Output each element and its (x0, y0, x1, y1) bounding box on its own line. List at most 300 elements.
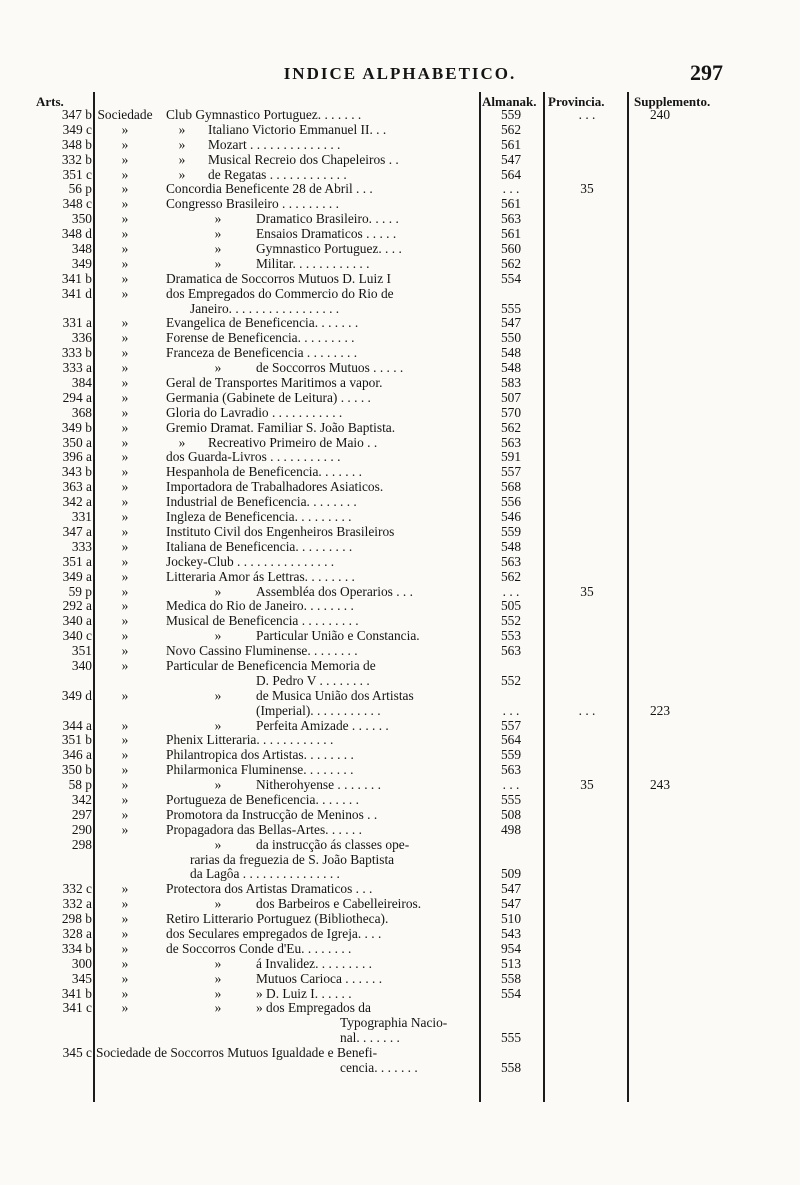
almanak-page: 507 (500, 390, 522, 405)
entry-name: Germania (Gabinete de Leitura) . . . . . (166, 390, 371, 405)
entry-name: Typographia Nacio- (340, 1016, 448, 1031)
ditto-mark: » (121, 197, 129, 212)
ditto-mark: » (214, 971, 222, 986)
ditto-mark: » (121, 539, 129, 554)
almanak-page: 548 (500, 539, 522, 554)
article-ref: 351 c (62, 167, 92, 182)
index-entry (0, 242, 800, 257)
ditto-mark: » (121, 390, 129, 405)
entry-name: » D. Luiz I. . . . . . (256, 986, 352, 1001)
almanak-page: 562 (500, 420, 522, 435)
article-ref: 348 d (61, 227, 92, 242)
almanak-page: 559 (500, 108, 522, 122)
article-ref: 348 (71, 242, 92, 257)
entry-name: Ingleza de Beneficencia. . . . . . . . . (166, 510, 352, 525)
ditto-mark: » (178, 152, 186, 167)
index-entry (0, 763, 800, 778)
index-entry (0, 927, 800, 942)
ditto-mark: » (121, 912, 129, 927)
entry-name: dos Barbeiros e Cabelleireiros. (256, 897, 422, 912)
article-ref: 345 c (62, 1046, 92, 1061)
index-entry (0, 823, 800, 838)
almanak-page: 564 (500, 733, 522, 748)
almanak-page: . . . (502, 182, 520, 197)
ditto-mark: » (214, 897, 222, 912)
article-ref: 347 b (61, 108, 92, 122)
ditto-mark: » (121, 495, 129, 510)
index-entry (0, 585, 800, 600)
index-entry (0, 808, 800, 823)
ditto-mark: » (121, 122, 129, 137)
almanak-page: 563 (500, 554, 522, 569)
article-ref: 341 b (61, 986, 92, 1001)
article-ref: 350 a (62, 435, 92, 450)
provincia-page: 35 (580, 182, 594, 197)
article-ref: 333 (71, 539, 92, 554)
index-entry (0, 1031, 800, 1046)
almanak-page: 509 (500, 867, 522, 882)
entry-name: Industrial de Beneficencia. . . . . . . . (166, 495, 357, 510)
article-ref: 341 c (62, 1001, 92, 1016)
index-entry (0, 629, 800, 644)
article-ref: 59 p (68, 584, 92, 599)
ditto-mark: » (121, 986, 129, 1001)
ditto-mark: » (121, 926, 129, 941)
entry-name: da Lagôa . . . . . . . . . . . . . . . (190, 867, 340, 882)
entry-prefix: Sociedade (97, 108, 153, 122)
supplemento-page: 243 (649, 778, 671, 793)
article-ref: 368 (71, 405, 92, 420)
almanak-page: 563 (500, 644, 522, 659)
index-entry (0, 436, 800, 451)
almanak-page: 552 (500, 614, 522, 629)
index-entry (0, 287, 800, 302)
entry-name: Particular União e Constancia. (256, 629, 420, 644)
ditto-mark: » (121, 331, 129, 346)
almanak-page: 554 (500, 986, 522, 1001)
index-entry (0, 391, 800, 406)
article-ref: 348 c (62, 197, 92, 212)
entry-name: Italiana de Beneficencia. . . . . . . . . (166, 539, 353, 554)
article-ref: 331 a (62, 316, 92, 331)
ditto-mark: » (121, 524, 129, 539)
index-entry (0, 272, 800, 287)
provincia-page: 35 (580, 584, 594, 599)
index-entry (0, 227, 800, 242)
almanak-page: 548 (500, 346, 522, 361)
supplemento-page: 240 (649, 108, 671, 122)
almanak-page: 510 (500, 912, 522, 927)
entry-name: D. Pedro V . . . . . . . . (256, 673, 370, 688)
index-entry (0, 704, 800, 719)
entry-name: Nitherohyense . . . . . . . (256, 778, 381, 793)
almanak-page: 548 (500, 361, 522, 376)
entry-name: » dos Empregados da (256, 1001, 371, 1016)
article-ref: 343 b (61, 465, 92, 480)
almanak-page: . . . (502, 703, 520, 718)
almanak-page: 561 (500, 227, 522, 242)
page-title: INDICE ALPHABETICO. (283, 64, 517, 83)
ditto-mark: » (121, 271, 129, 286)
ditto-mark: » (214, 688, 222, 703)
article-ref: 292 a (62, 599, 92, 614)
entry-name: Protectora dos Artistas Dramaticos . . . (166, 882, 373, 897)
almanak-page: 562 (500, 122, 522, 137)
article-ref: 384 (71, 376, 92, 391)
index-entry (0, 361, 800, 376)
entry-name: Medica do Rio de Janeiro. . . . . . . . (166, 599, 354, 614)
entry-name: dos Guarda-Livros . . . . . . . . . . . (166, 450, 341, 465)
almanak-page: 547 (500, 897, 522, 912)
article-ref: 333 b (61, 346, 92, 361)
ditto-mark: » (214, 956, 222, 971)
article-ref: 332 c (62, 882, 92, 897)
almanak-page: 547 (500, 152, 522, 167)
article-ref: 346 a (62, 748, 92, 763)
entry-name: Recreativo Primeiro de Maio . . (208, 435, 378, 450)
index-entries (0, 108, 800, 1076)
almanak-page: 547 (500, 882, 522, 897)
almanak-page: 570 (500, 405, 522, 420)
entry-name: Philarmonica Fluminense. . . . . . . . (166, 763, 354, 778)
index-entry (0, 942, 800, 957)
index-entry (0, 168, 800, 183)
index-entry (0, 182, 800, 197)
ditto-mark: » (121, 614, 129, 629)
almanak-page: 583 (500, 376, 522, 391)
almanak-page: 568 (500, 480, 522, 495)
almanak-page: 564 (500, 167, 522, 182)
ditto-mark: » (121, 376, 129, 391)
entry-name: Perfeita Amizade . . . . . . (256, 718, 389, 733)
ditto-mark: » (121, 316, 129, 331)
entry-name: Evangelica de Beneficencia. . . . . . . (166, 316, 359, 331)
column-header-almanak: Almanak. (482, 94, 537, 109)
entry-name: Janeiro. . . . . . . . . . . . . . . . . (190, 301, 340, 316)
index-entry (0, 153, 800, 168)
ditto-mark: » (121, 152, 129, 167)
ditto-mark: » (121, 167, 129, 182)
article-ref: 349 d (61, 688, 92, 703)
article-ref: 328 a (62, 926, 92, 941)
ditto-mark: » (214, 629, 222, 644)
article-ref: 298 (71, 837, 92, 852)
entry-name: Geral de Transportes Maritimos a vapor. (166, 376, 383, 391)
index-entry (0, 674, 800, 689)
article-ref: 345 (71, 971, 92, 986)
almanak-page: 552 (500, 673, 522, 688)
ditto-mark: » (178, 435, 186, 450)
ditto-mark: » (214, 212, 222, 227)
almanak-page: 561 (500, 137, 522, 152)
ditto-mark: » (214, 778, 222, 793)
index-entry (0, 957, 800, 972)
entry-name: Assembléa dos Operarios . . . (256, 584, 413, 599)
index-entry (0, 867, 800, 882)
ditto-mark: » (121, 807, 129, 822)
ditto-mark: » (121, 763, 129, 778)
ditto-mark: » (178, 167, 186, 182)
index-entry (0, 689, 800, 704)
ditto-mark: » (121, 956, 129, 971)
index-entry (0, 1061, 800, 1076)
index-entry (0, 495, 800, 510)
article-ref: 363 a (62, 480, 92, 495)
ditto-mark: » (214, 1001, 222, 1016)
almanak-page: 547 (500, 316, 522, 331)
index-entry (0, 108, 800, 123)
almanak-page: 561 (500, 197, 522, 212)
ditto-mark: » (214, 584, 222, 599)
almanak-page: 557 (500, 465, 522, 480)
ditto-mark: » (121, 465, 129, 480)
almanak-page: 560 (500, 242, 522, 257)
ditto-mark: » (121, 718, 129, 733)
index-entry (0, 659, 800, 674)
entry-name: á Invalidez. . . . . . . . . (256, 956, 373, 971)
almanak-page: 555 (500, 792, 522, 807)
index-entry (0, 302, 800, 317)
article-ref: 341 b (61, 271, 92, 286)
entry-name: Sociedade de Soccorros Mutuos Igualdade e Benefi- (96, 1046, 378, 1061)
article-ref: 351 (71, 644, 92, 659)
provincia-page: 35 (580, 778, 594, 793)
ditto-mark: » (121, 554, 129, 569)
ditto-mark: » (121, 1001, 129, 1016)
ditto-mark: » (121, 346, 129, 361)
entry-name: Phenix Litteraria. . . . . . . . . . . . (166, 733, 334, 748)
index-entry (0, 733, 800, 748)
article-ref: 340 (71, 658, 92, 673)
ditto-mark: » (121, 792, 129, 807)
article-ref: 334 b (61, 941, 92, 956)
index-entry (0, 212, 800, 227)
entry-name: Club Gymnastico Portuguez. . . . . . . (166, 108, 362, 122)
index-entry (0, 853, 800, 868)
entry-name: Promotora da Instrucção de Meninos . . (166, 807, 378, 822)
page-number: 297 (690, 60, 723, 85)
entry-name: Novo Cassino Fluminense. . . . . . . . (166, 644, 358, 659)
almanak-page: 553 (500, 629, 522, 644)
entry-name: Musical de Beneficencia . . . . . . . . . (166, 614, 359, 629)
index-entry (0, 644, 800, 659)
ditto-mark: » (121, 748, 129, 763)
ditto-mark: » (214, 837, 222, 852)
ditto-mark: » (121, 405, 129, 420)
almanak-page: 555 (500, 301, 522, 316)
article-ref: 350 b (61, 763, 92, 778)
entry-name: Italiano Victorio Emmanuel II. . . (208, 122, 387, 137)
almanak-page: 508 (500, 807, 522, 822)
index-entry (0, 1016, 800, 1031)
ditto-mark: » (121, 882, 129, 897)
almanak-page: 557 (500, 718, 522, 733)
almanak-page: 559 (500, 748, 522, 763)
column-header-supplemento: Supplemento. (634, 94, 711, 109)
supplemento-page: 223 (649, 703, 671, 718)
article-ref: 344 a (62, 718, 92, 733)
article-ref: 347 a (62, 524, 92, 539)
entry-name: de Soccorros Conde d'Eu. . . . . . . . (166, 941, 352, 956)
index-entry (0, 138, 800, 153)
almanak-page: 505 (500, 599, 522, 614)
index-entry (0, 1001, 800, 1016)
index-entry (0, 450, 800, 465)
ditto-mark: » (121, 137, 129, 152)
almanak-page: 555 (500, 1031, 522, 1046)
entry-name: de Regatas . . . . . . . . . . . . (208, 167, 347, 182)
almanak-page: 954 (500, 941, 522, 956)
ditto-mark: » (214, 227, 222, 242)
ditto-mark: » (178, 137, 186, 152)
ditto-mark: » (214, 256, 222, 271)
article-ref: 349 b (61, 420, 92, 435)
article-ref: 336 (71, 331, 92, 346)
ditto-mark: » (121, 420, 129, 435)
index-entry (0, 510, 800, 525)
article-ref: 348 b (61, 137, 92, 152)
ditto-mark: » (121, 435, 129, 450)
ditto-mark: » (214, 986, 222, 1001)
entry-name: Importadora de Trabalhadores Asiaticos. (166, 480, 384, 495)
ditto-mark: » (121, 286, 129, 301)
almanak-page: 554 (500, 271, 522, 286)
ditto-mark: » (121, 256, 129, 271)
index-entry (0, 421, 800, 436)
entry-name: Retiro Litterario Portuguez (Bibliotheca). (166, 912, 389, 927)
entry-name: Musical Recreio dos Chapeleiros . . (208, 152, 399, 167)
entry-name: da instrucção ás classes ope- (256, 837, 410, 852)
almanak-page: 559 (500, 524, 522, 539)
almanak-page: 563 (500, 435, 522, 450)
article-ref: 297 (71, 807, 92, 822)
article-ref: 294 a (62, 390, 92, 405)
ditto-mark: » (121, 510, 129, 525)
index-entry (0, 614, 800, 629)
article-ref: 396 a (62, 450, 92, 465)
almanak-page: 558 (500, 1061, 522, 1075)
index-entry (0, 331, 800, 346)
article-ref: 341 d (61, 286, 92, 301)
entry-name: de Musica União dos Artistas (256, 688, 414, 703)
almanak-page: . . . (502, 778, 520, 793)
article-ref: 349 a (62, 569, 92, 584)
almanak-page: 550 (500, 331, 522, 346)
entry-name: Instituto Civil dos Engenheiros Brasileiros (166, 524, 395, 539)
index-entry (0, 719, 800, 734)
article-ref: 342 (71, 792, 92, 807)
entry-name: dos Empregados do Commercio do Rio de (166, 286, 394, 301)
index-entry (0, 197, 800, 212)
ditto-mark: » (121, 182, 129, 197)
almanak-page: 563 (500, 763, 522, 778)
article-ref: 300 (71, 956, 92, 971)
index-entry (0, 257, 800, 272)
almanak-page: 591 (500, 450, 522, 465)
ditto-mark: » (121, 733, 129, 748)
ditto-mark: » (121, 688, 129, 703)
article-ref: 349 c (62, 122, 92, 137)
index-entry (0, 599, 800, 614)
ditto-mark: » (178, 122, 186, 137)
entry-name: Portugueza de Beneficencia. . . . . . . (166, 792, 359, 807)
index-entry (0, 465, 800, 480)
ditto-mark: » (121, 599, 129, 614)
entry-name: Propagadora das Bellas-Artes. . . . . . (166, 822, 362, 837)
column-header-provincia: Provincia. (548, 94, 605, 109)
entry-name: Forense de Beneficencia. . . . . . . . . (166, 331, 355, 346)
entry-name: Litteraria Amor ás Lettras. . . . . . . . (166, 569, 355, 584)
almanak-page: . . . (502, 584, 520, 599)
entry-name: Hespanhola de Beneficencia. . . . . . . (166, 465, 362, 480)
almanak-page: 513 (500, 956, 522, 971)
index-entry (0, 406, 800, 421)
entry-name: Gremio Dramat. Familiar S. João Baptista. (166, 420, 396, 435)
index-entry (0, 793, 800, 808)
index-entry (0, 912, 800, 927)
entry-name: Gymnastico Portuguez. . . . (256, 242, 402, 257)
ditto-mark: » (121, 569, 129, 584)
ditto-mark: » (121, 971, 129, 986)
index-entry (0, 897, 800, 912)
index-entry (0, 555, 800, 570)
ditto-mark: » (121, 629, 129, 644)
index-entry (0, 376, 800, 391)
ditto-mark: » (121, 227, 129, 242)
ditto-mark: » (121, 822, 129, 837)
index-entry (0, 123, 800, 138)
almanak-page: 558 (500, 971, 522, 986)
ditto-mark: » (121, 897, 129, 912)
almanak-page: 562 (500, 569, 522, 584)
entry-name: Gloria do Lavradio . . . . . . . . . . . (166, 405, 343, 420)
ditto-mark: » (121, 778, 129, 793)
index-entry (0, 570, 800, 585)
article-ref: 333 a (62, 361, 92, 376)
ditto-mark: » (121, 242, 129, 257)
entry-name: Franceza de Beneficencia . . . . . . . . (166, 346, 358, 361)
ditto-mark: » (214, 718, 222, 733)
article-ref: 350 (71, 212, 92, 227)
entry-name: de Soccorros Mutuos . . . . . (256, 361, 404, 376)
index-entry (0, 748, 800, 763)
article-ref: 58 p (68, 778, 92, 793)
entry-name: cencia. . . . . . . (340, 1061, 418, 1075)
entry-name: Concordia Beneficente 28 de Abril . . . (166, 182, 373, 197)
index-entry (0, 540, 800, 555)
entry-name: (Imperial). . . . . . . . . . . (256, 703, 381, 718)
index-entry (0, 972, 800, 987)
index-entry (0, 1046, 800, 1061)
index-entry (0, 882, 800, 897)
article-ref: 298 b (61, 912, 92, 927)
article-ref: 56 p (68, 182, 92, 197)
entry-name: nal. . . . . . . (340, 1031, 400, 1046)
ditto-mark: » (121, 480, 129, 495)
entry-name: Militar. . . . . . . . . . . . (256, 256, 370, 271)
index-entry (0, 316, 800, 331)
entry-name: dos Seculares empregados de Igreja. . . . (166, 926, 382, 941)
entry-name: Dramatico Brasileiro. . . . . (256, 212, 399, 227)
ditto-mark: » (121, 941, 129, 956)
entry-name: Dramatica de Soccorros Mutuos D. Luiz I (166, 271, 391, 286)
article-ref: 332 a (62, 897, 92, 912)
almanak-page: 543 (500, 926, 522, 941)
entry-name: Particular de Beneficencia Memoria de (166, 658, 376, 673)
provincia-page: . . . (578, 108, 596, 122)
almanak-page: 562 (500, 256, 522, 271)
article-ref: 342 a (62, 495, 92, 510)
